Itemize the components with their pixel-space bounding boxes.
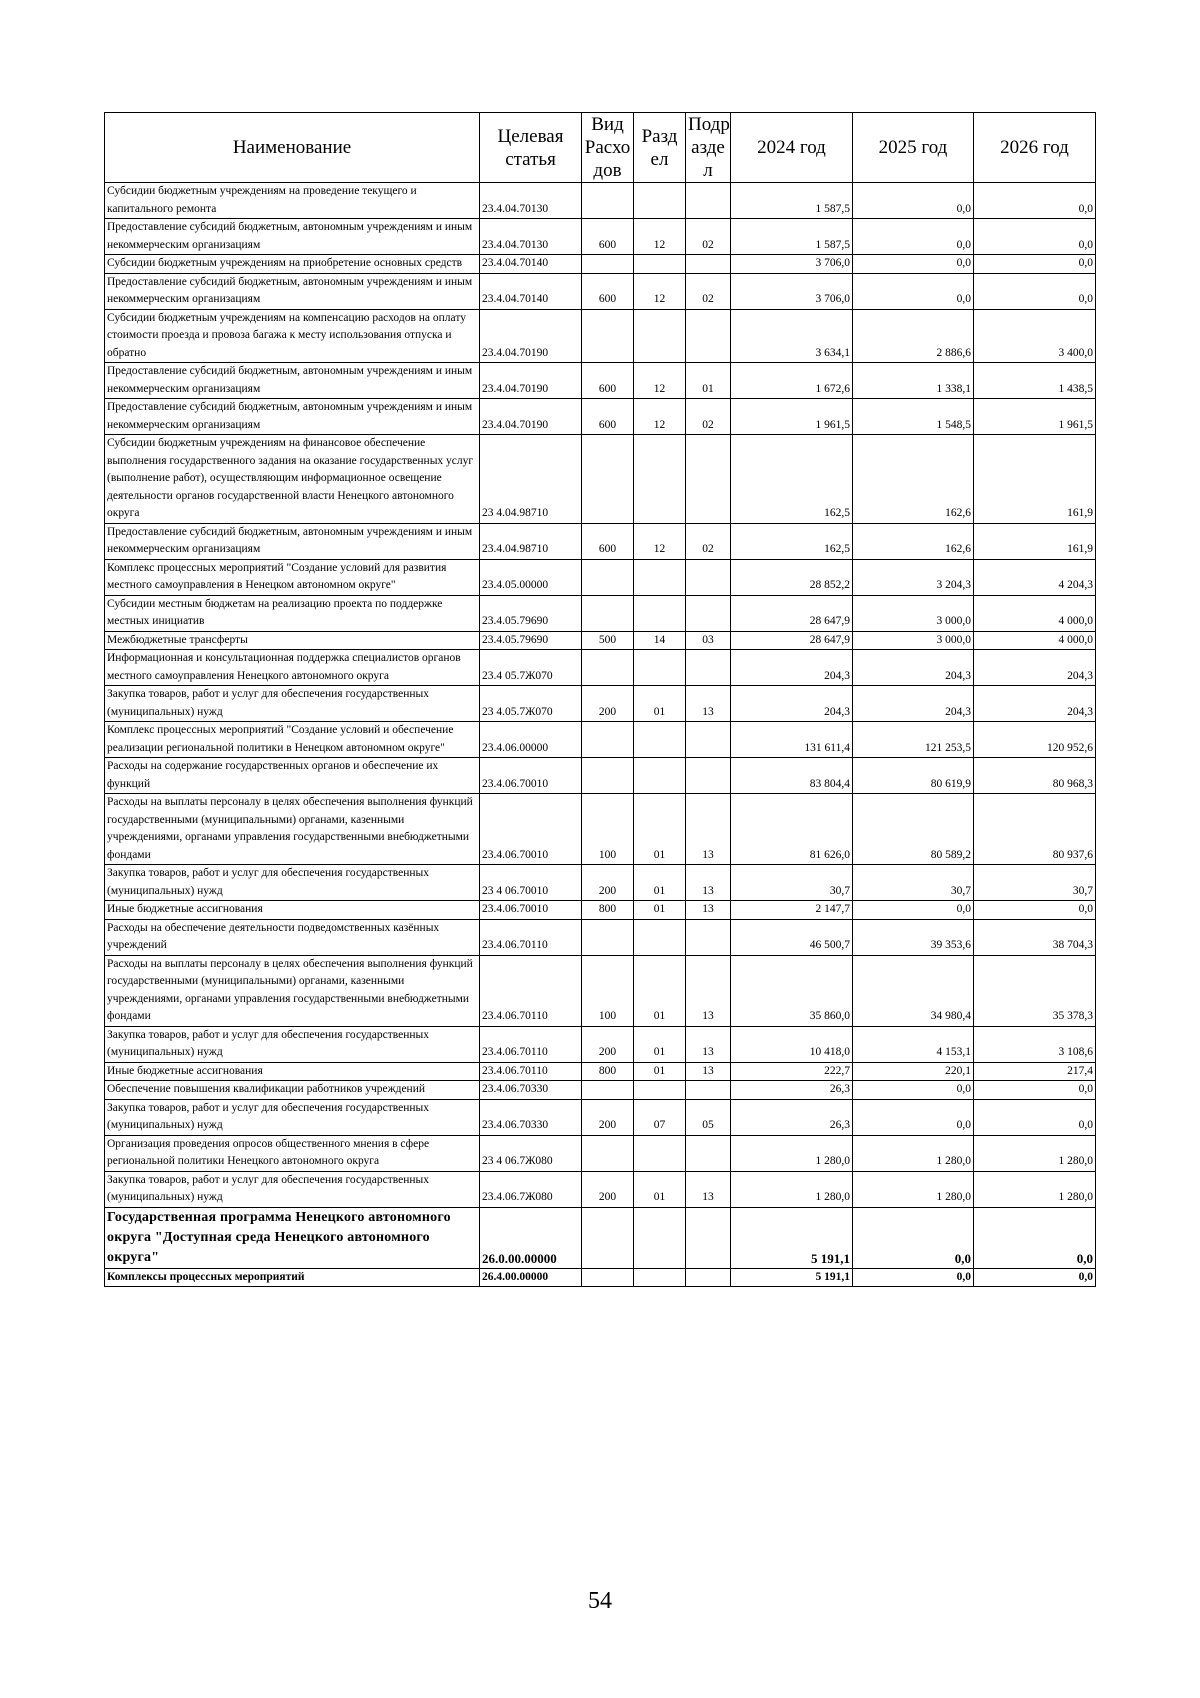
row-expense-type-cell: 200 — [582, 1171, 634, 1207]
row-amount-2024-cell: 83 804,4 — [731, 758, 853, 794]
row-amount-2025-cell: 1 280,0 — [853, 1135, 974, 1171]
row-name-cell: Комплекс процессных мероприятий "Создание условий и обеспечение реализации региональной политики в Ненецком автономном округе" — [105, 722, 480, 758]
table-row — [105, 919, 1096, 955]
row-amount-2024-cell: 162,5 — [731, 435, 853, 524]
table-row — [105, 722, 1096, 758]
row-name-cell: Предоставление субсидий бюджетным, автономным учреждениям и иным некоммерческим организациям — [105, 219, 480, 255]
row-section-cell: 01 — [634, 901, 686, 920]
row-subsection-cell: 13 — [686, 1171, 731, 1207]
row-name-cell: Закупка товаров, работ и услуг для обеспечения государственных (муниципальных) нужд — [105, 686, 480, 722]
row-subsection-cell — [686, 758, 731, 794]
row-amount-2024-cell: 10 418,0 — [731, 1026, 853, 1062]
row-subsection-cell — [686, 722, 731, 758]
row-subsection-cell — [686, 1268, 731, 1287]
row-amount-2026-cell: 0,0 — [974, 1268, 1096, 1287]
row-subsection-cell: 03 — [686, 631, 731, 650]
row-section-cell: 07 — [634, 1099, 686, 1135]
row-target-article-cell: 23.4.04.70140 — [480, 255, 582, 274]
table-row — [105, 219, 1096, 255]
row-name-cell: Информационная и консультационная поддержка специалистов органов местного самоуправления Ненецкого автономного округа — [105, 650, 480, 686]
row-expense-type-cell: 800 — [582, 901, 634, 920]
row-subsection-cell — [686, 1207, 731, 1268]
row-section-cell — [634, 1081, 686, 1100]
row-section-cell: 01 — [634, 955, 686, 1026]
row-subsection-cell — [686, 1081, 731, 1100]
table-row — [105, 650, 1096, 686]
row-subsection-cell — [686, 183, 731, 219]
row-expense-type-cell — [582, 1268, 634, 1287]
row-amount-2026-cell: 0,0 — [974, 1081, 1096, 1100]
row-name-cell: Расходы на обеспечение деятельности подведомственных казённых учреждений — [105, 919, 480, 955]
row-subsection-cell — [686, 559, 731, 595]
row-amount-2025-cell: 0,0 — [853, 1081, 974, 1100]
budget-table — [104, 112, 1096, 1287]
row-amount-2024-cell: 35 860,0 — [731, 955, 853, 1026]
row-amount-2026-cell: 1 280,0 — [974, 1135, 1096, 1171]
row-name-cell: Субсидии бюджетным учреждениям на финансовое обеспечение выполнения государственного задания на оказание государственных услуг (выполнение работ), осуществляющим информационное освещение деятельности органов государственной власти Ненецкого автономного округа — [105, 435, 480, 524]
row-expense-type-cell — [582, 1135, 634, 1171]
table-body — [105, 183, 1096, 1287]
row-amount-2024-cell: 204,3 — [731, 650, 853, 686]
row-expense-type-cell — [582, 1081, 634, 1100]
row-amount-2025-cell: 1 280,0 — [853, 1171, 974, 1207]
row-amount-2026-cell: 3 108,6 — [974, 1026, 1096, 1062]
row-section-cell: 12 — [634, 523, 686, 559]
table-row — [105, 865, 1096, 901]
row-expense-type-cell — [582, 1207, 634, 1268]
row-target-article-cell: 23 4.05.7Ж070 — [480, 686, 582, 722]
row-target-article-cell: 23.4.05.00000 — [480, 559, 582, 595]
table-row — [105, 523, 1096, 559]
row-subsection-cell: 05 — [686, 1099, 731, 1135]
row-target-article-cell: 26.0.00.00000 — [480, 1207, 582, 1268]
row-amount-2026-cell: 0,0 — [974, 183, 1096, 219]
row-target-article-cell: 23.4.06.70330 — [480, 1081, 582, 1100]
row-expense-type-cell: 800 — [582, 1062, 634, 1081]
row-target-article-cell: 23.4.04.70190 — [480, 399, 582, 435]
row-expense-type-cell — [582, 435, 634, 524]
header-year-2025: 2025 год — [853, 113, 974, 183]
row-amount-2026-cell: 35 378,3 — [974, 955, 1096, 1026]
row-name-cell: Предоставление субсидий бюджетным, автономным учреждениям и иным некоммерческим организациям — [105, 399, 480, 435]
row-section-cell: 01 — [634, 794, 686, 865]
row-amount-2026-cell: 4 204,3 — [974, 559, 1096, 595]
row-expense-type-cell — [582, 722, 634, 758]
row-amount-2025-cell: 80 589,2 — [853, 794, 974, 865]
row-amount-2026-cell: 161,9 — [974, 435, 1096, 524]
row-amount-2026-cell: 0,0 — [974, 255, 1096, 274]
table-row — [105, 631, 1096, 650]
row-amount-2024-cell: 1 280,0 — [731, 1135, 853, 1171]
row-amount-2024-cell: 26,3 — [731, 1099, 853, 1135]
row-subsection-cell — [686, 650, 731, 686]
row-target-article-cell: 23.4.06.70330 — [480, 1099, 582, 1135]
row-amount-2025-cell: 34 980,4 — [853, 955, 974, 1026]
table-row — [105, 1268, 1096, 1287]
row-amount-2025-cell: 3 000,0 — [853, 595, 974, 631]
table-row — [105, 1062, 1096, 1081]
row-name-cell: Иные бюджетные ассигнования — [105, 1062, 480, 1081]
row-expense-type-cell — [582, 758, 634, 794]
row-subsection-cell — [686, 435, 731, 524]
row-name-cell: Субсидии бюджетным учреждениям на приобретение основных средств — [105, 255, 480, 274]
row-amount-2026-cell: 0,0 — [974, 901, 1096, 920]
row-amount-2024-cell: 81 626,0 — [731, 794, 853, 865]
row-amount-2025-cell: 39 353,6 — [853, 919, 974, 955]
header-target-article: Целевая статья — [480, 113, 582, 183]
row-name-cell: Предоставление субсидий бюджетным, автономным учреждениям и иным некоммерческим организациям — [105, 363, 480, 399]
row-expense-type-cell — [582, 309, 634, 363]
row-expense-type-cell: 200 — [582, 686, 634, 722]
row-amount-2026-cell: 4 000,0 — [974, 631, 1096, 650]
row-subsection-cell: 01 — [686, 363, 731, 399]
header-section: Разд ел — [634, 113, 686, 183]
row-amount-2025-cell: 121 253,5 — [853, 722, 974, 758]
table-row — [105, 309, 1096, 363]
row-amount-2024-cell: 26,3 — [731, 1081, 853, 1100]
row-subsection-cell: 02 — [686, 219, 731, 255]
row-amount-2025-cell: 204,3 — [853, 686, 974, 722]
table-row — [105, 758, 1096, 794]
row-section-cell — [634, 919, 686, 955]
row-expense-type-cell — [582, 595, 634, 631]
row-amount-2026-cell: 4 000,0 — [974, 595, 1096, 631]
row-name-cell: Обеспечение повышения квалификации работников учреждений — [105, 1081, 480, 1100]
row-expense-type-cell — [582, 559, 634, 595]
row-amount-2025-cell: 30,7 — [853, 865, 974, 901]
row-subsection-cell: 13 — [686, 1026, 731, 1062]
row-subsection-cell: 02 — [686, 399, 731, 435]
row-section-cell: 12 — [634, 273, 686, 309]
row-amount-2026-cell: 0,0 — [974, 1207, 1096, 1268]
row-amount-2024-cell: 5 191,1 — [731, 1268, 853, 1287]
row-amount-2025-cell: 162,6 — [853, 435, 974, 524]
row-section-cell — [634, 435, 686, 524]
row-name-cell: Предоставление субсидий бюджетным, автономным учреждениям и иным некоммерческим организациям — [105, 523, 480, 559]
row-target-article-cell: 23.4.04.98710 — [480, 523, 582, 559]
row-subsection-cell — [686, 309, 731, 363]
row-expense-type-cell: 200 — [582, 1099, 634, 1135]
row-target-article-cell: 23.4.05.79690 — [480, 595, 582, 631]
row-amount-2026-cell: 204,3 — [974, 686, 1096, 722]
row-name-cell: Закупка товаров, работ и услуг для обеспечения государственных (муниципальных) нужд — [105, 1171, 480, 1207]
table-row — [105, 595, 1096, 631]
table-row — [105, 1081, 1096, 1100]
row-amount-2026-cell: 1 280,0 — [974, 1171, 1096, 1207]
row-name-cell: Закупка товаров, работ и услуг для обеспечения государственных (муниципальных) нужд — [105, 865, 480, 901]
table-row — [105, 794, 1096, 865]
row-amount-2025-cell: 0,0 — [853, 183, 974, 219]
table-row — [105, 1135, 1096, 1171]
row-amount-2026-cell: 0,0 — [974, 273, 1096, 309]
row-amount-2026-cell: 0,0 — [974, 1099, 1096, 1135]
row-subsection-cell: 13 — [686, 1062, 731, 1081]
table-row — [105, 273, 1096, 309]
row-amount-2025-cell: 2 886,6 — [853, 309, 974, 363]
row-section-cell: 01 — [634, 1026, 686, 1062]
row-amount-2026-cell: 1 961,5 — [974, 399, 1096, 435]
row-name-cell: Государственная программа Ненецкого автономного округа "Доступная среда Ненецкого автономного округа" — [105, 1207, 480, 1268]
table-row — [105, 901, 1096, 920]
row-target-article-cell: 23.4.04.70140 — [480, 273, 582, 309]
row-expense-type-cell — [582, 183, 634, 219]
row-amount-2025-cell: 0,0 — [853, 1268, 974, 1287]
row-name-cell: Расходы на выплаты персоналу в целях обеспечения выполнения функций государственными (муниципальными) органами, казенными учреждениями, органами управления государственными внебюджетными фондами — [105, 955, 480, 1026]
row-amount-2025-cell: 0,0 — [853, 219, 974, 255]
row-amount-2024-cell: 1 587,5 — [731, 183, 853, 219]
row-amount-2024-cell: 2 147,7 — [731, 901, 853, 920]
row-amount-2024-cell: 3 706,0 — [731, 273, 853, 309]
row-name-cell: Закупка товаров, работ и услуг для обеспечения государственных (муниципальных) нужд — [105, 1026, 480, 1062]
row-amount-2026-cell: 80 968,3 — [974, 758, 1096, 794]
row-amount-2026-cell: 30,7 — [974, 865, 1096, 901]
row-amount-2024-cell: 1 672,6 — [731, 363, 853, 399]
row-section-cell: 01 — [634, 865, 686, 901]
row-amount-2025-cell: 1 548,5 — [853, 399, 974, 435]
row-amount-2026-cell: 161,9 — [974, 523, 1096, 559]
row-target-article-cell: 23 4 06.70010 — [480, 865, 582, 901]
row-amount-2025-cell: 0,0 — [853, 1207, 974, 1268]
row-expense-type-cell: 600 — [582, 219, 634, 255]
row-amount-2025-cell: 4 153,1 — [853, 1026, 974, 1062]
row-section-cell: 12 — [634, 363, 686, 399]
row-subsection-cell — [686, 919, 731, 955]
row-amount-2024-cell: 5 191,1 — [731, 1207, 853, 1268]
row-section-cell: 01 — [634, 686, 686, 722]
row-target-article-cell: 23.4.04.70130 — [480, 183, 582, 219]
row-target-article-cell: 23.4.06.70010 — [480, 758, 582, 794]
row-amount-2026-cell: 38 704,3 — [974, 919, 1096, 955]
row-expense-type-cell: 100 — [582, 794, 634, 865]
row-expense-type-cell — [582, 650, 634, 686]
row-section-cell: 12 — [634, 219, 686, 255]
row-target-article-cell: 23 4.04.98710 — [480, 435, 582, 524]
table-row — [105, 559, 1096, 595]
row-expense-type-cell — [582, 919, 634, 955]
row-expense-type-cell: 600 — [582, 399, 634, 435]
row-subsection-cell: 13 — [686, 686, 731, 722]
row-subsection-cell: 02 — [686, 523, 731, 559]
row-target-article-cell: 23.4.04.70190 — [480, 363, 582, 399]
row-subsection-cell — [686, 1135, 731, 1171]
table-header-row — [105, 113, 1096, 183]
row-section-cell — [634, 559, 686, 595]
row-target-article-cell: 23.4.06.70010 — [480, 794, 582, 865]
row-section-cell: 01 — [634, 1062, 686, 1081]
row-expense-type-cell: 200 — [582, 1026, 634, 1062]
row-amount-2025-cell: 220,1 — [853, 1062, 974, 1081]
row-subsection-cell: 13 — [686, 901, 731, 920]
header-year-2026: 2026 год — [974, 113, 1096, 183]
table-row — [105, 1171, 1096, 1207]
header-expense-type: Вид Расхо дов — [582, 113, 634, 183]
row-expense-type-cell: 200 — [582, 865, 634, 901]
row-amount-2024-cell: 131 611,4 — [731, 722, 853, 758]
row-expense-type-cell — [582, 255, 634, 274]
row-name-cell: Комплексы процессных мероприятий — [105, 1268, 480, 1287]
row-amount-2024-cell: 1 587,5 — [731, 219, 853, 255]
row-target-article-cell: 23.4.04.70190 — [480, 309, 582, 363]
row-target-article-cell: 23.4 05.7Ж070 — [480, 650, 582, 686]
row-amount-2024-cell: 3 634,1 — [731, 309, 853, 363]
row-amount-2025-cell: 0,0 — [853, 1099, 974, 1135]
row-amount-2024-cell: 30,7 — [731, 865, 853, 901]
row-subsection-cell — [686, 255, 731, 274]
row-amount-2026-cell: 217,4 — [974, 1062, 1096, 1081]
row-amount-2025-cell: 0,0 — [853, 901, 974, 920]
row-name-cell: Межбюджетные трансферты — [105, 631, 480, 650]
row-target-article-cell: 23 4 06.7Ж080 — [480, 1135, 582, 1171]
table-row — [105, 255, 1096, 274]
row-section-cell — [634, 1207, 686, 1268]
row-target-article-cell: 23.4.06.70110 — [480, 919, 582, 955]
row-amount-2025-cell: 3 000,0 — [853, 631, 974, 650]
row-name-cell: Иные бюджетные ассигнования — [105, 901, 480, 920]
row-subsection-cell: 02 — [686, 273, 731, 309]
row-amount-2026-cell: 120 952,6 — [974, 722, 1096, 758]
row-amount-2026-cell: 3 400,0 — [974, 309, 1096, 363]
row-name-cell: Комплекс процессных мероприятий "Создание условий для развития местного самоуправления в Ненецком автономном округе" — [105, 559, 480, 595]
row-target-article-cell: 23.4.06.70110 — [480, 1026, 582, 1062]
row-subsection-cell — [686, 595, 731, 631]
row-amount-2026-cell: 80 937,6 — [974, 794, 1096, 865]
row-target-article-cell: 23.4.06.7Ж080 — [480, 1171, 582, 1207]
row-section-cell — [634, 650, 686, 686]
row-name-cell: Расходы на выплаты персоналу в целях обеспечения выполнения функций государственными (муниципальными) органами, казенными учреждениями, органами управления государственными внебюджетными фондами — [105, 794, 480, 865]
table-row — [105, 686, 1096, 722]
row-expense-type-cell: 500 — [582, 631, 634, 650]
row-amount-2026-cell: 1 438,5 — [974, 363, 1096, 399]
row-expense-type-cell: 100 — [582, 955, 634, 1026]
page-number: 54 — [588, 1588, 612, 1614]
table-row — [105, 435, 1096, 524]
row-section-cell: 12 — [634, 399, 686, 435]
row-name-cell: Предоставление субсидий бюджетным, автономным учреждениям и иным некоммерческим организациям — [105, 273, 480, 309]
row-subsection-cell: 13 — [686, 794, 731, 865]
row-subsection-cell: 13 — [686, 865, 731, 901]
row-amount-2025-cell: 204,3 — [853, 650, 974, 686]
row-target-article-cell: 23.4.06.00000 — [480, 722, 582, 758]
table-row — [105, 399, 1096, 435]
row-amount-2025-cell: 3 204,3 — [853, 559, 974, 595]
row-amount-2024-cell: 28 852,2 — [731, 559, 853, 595]
row-target-article-cell: 26.4.00.00000 — [480, 1268, 582, 1287]
table-row — [105, 1026, 1096, 1062]
row-expense-type-cell: 600 — [582, 273, 634, 309]
row-section-cell — [634, 309, 686, 363]
row-amount-2024-cell: 204,3 — [731, 686, 853, 722]
row-section-cell: 14 — [634, 631, 686, 650]
row-expense-type-cell: 600 — [582, 363, 634, 399]
row-amount-2025-cell: 80 619,9 — [853, 758, 974, 794]
row-target-article-cell: 23.4.04.70130 — [480, 219, 582, 255]
row-name-cell: Закупка товаров, работ и услуг для обеспечения государственных (муниципальных) нужд — [105, 1099, 480, 1135]
row-section-cell — [634, 722, 686, 758]
row-target-article-cell: 23.4.05.79690 — [480, 631, 582, 650]
row-target-article-cell: 23.4.06.70110 — [480, 955, 582, 1026]
row-amount-2024-cell: 28 647,9 — [731, 631, 853, 650]
row-target-article-cell: 23.4.06.70010 — [480, 901, 582, 920]
row-name-cell: Субсидии бюджетным учреждениям на компенсацию расходов на оплату стоимости проезда и провоза багажа к месту использования отпуска и обратно — [105, 309, 480, 363]
row-name-cell: Расходы на содержание государственных органов и обеспечение их функций — [105, 758, 480, 794]
table-row — [105, 183, 1096, 219]
row-subsection-cell: 13 — [686, 955, 731, 1026]
row-amount-2025-cell: 0,0 — [853, 255, 974, 274]
row-amount-2024-cell: 162,5 — [731, 523, 853, 559]
row-amount-2024-cell: 1 280,0 — [731, 1171, 853, 1207]
row-amount-2025-cell: 162,6 — [853, 523, 974, 559]
header-subsection: Подр азде л — [686, 113, 731, 183]
table-row — [105, 955, 1096, 1026]
row-section-cell — [634, 758, 686, 794]
row-amount-2024-cell: 46 500,7 — [731, 919, 853, 955]
row-amount-2025-cell: 1 338,1 — [853, 363, 974, 399]
row-section-cell: 01 — [634, 1171, 686, 1207]
row-section-cell — [634, 595, 686, 631]
row-amount-2025-cell: 0,0 — [853, 273, 974, 309]
row-amount-2024-cell: 222,7 — [731, 1062, 853, 1081]
row-amount-2024-cell: 1 961,5 — [731, 399, 853, 435]
row-amount-2024-cell: 3 706,0 — [731, 255, 853, 274]
table-row — [105, 1207, 1096, 1268]
row-name-cell: Субсидии местным бюджетам на реализацию проекта по поддержке местных инициатив — [105, 595, 480, 631]
row-section-cell — [634, 183, 686, 219]
row-section-cell — [634, 1135, 686, 1171]
row-amount-2026-cell: 0,0 — [974, 219, 1096, 255]
row-target-article-cell: 23.4.06.70110 — [480, 1062, 582, 1081]
row-amount-2026-cell: 204,3 — [974, 650, 1096, 686]
row-name-cell: Организация проведения опросов общественного мнения в сфере региональной политики Ненецкого автономного округа — [105, 1135, 480, 1171]
row-section-cell — [634, 1268, 686, 1287]
table-row — [105, 363, 1096, 399]
table-row — [105, 1099, 1096, 1135]
header-year-2024: 2024 год — [731, 113, 853, 183]
header-name: Наименование — [105, 113, 480, 183]
row-expense-type-cell: 600 — [582, 523, 634, 559]
row-amount-2024-cell: 28 647,9 — [731, 595, 853, 631]
row-name-cell: Субсидии бюджетным учреждениям на проведение текущего и капитального ремонта — [105, 183, 480, 219]
row-section-cell — [634, 255, 686, 274]
